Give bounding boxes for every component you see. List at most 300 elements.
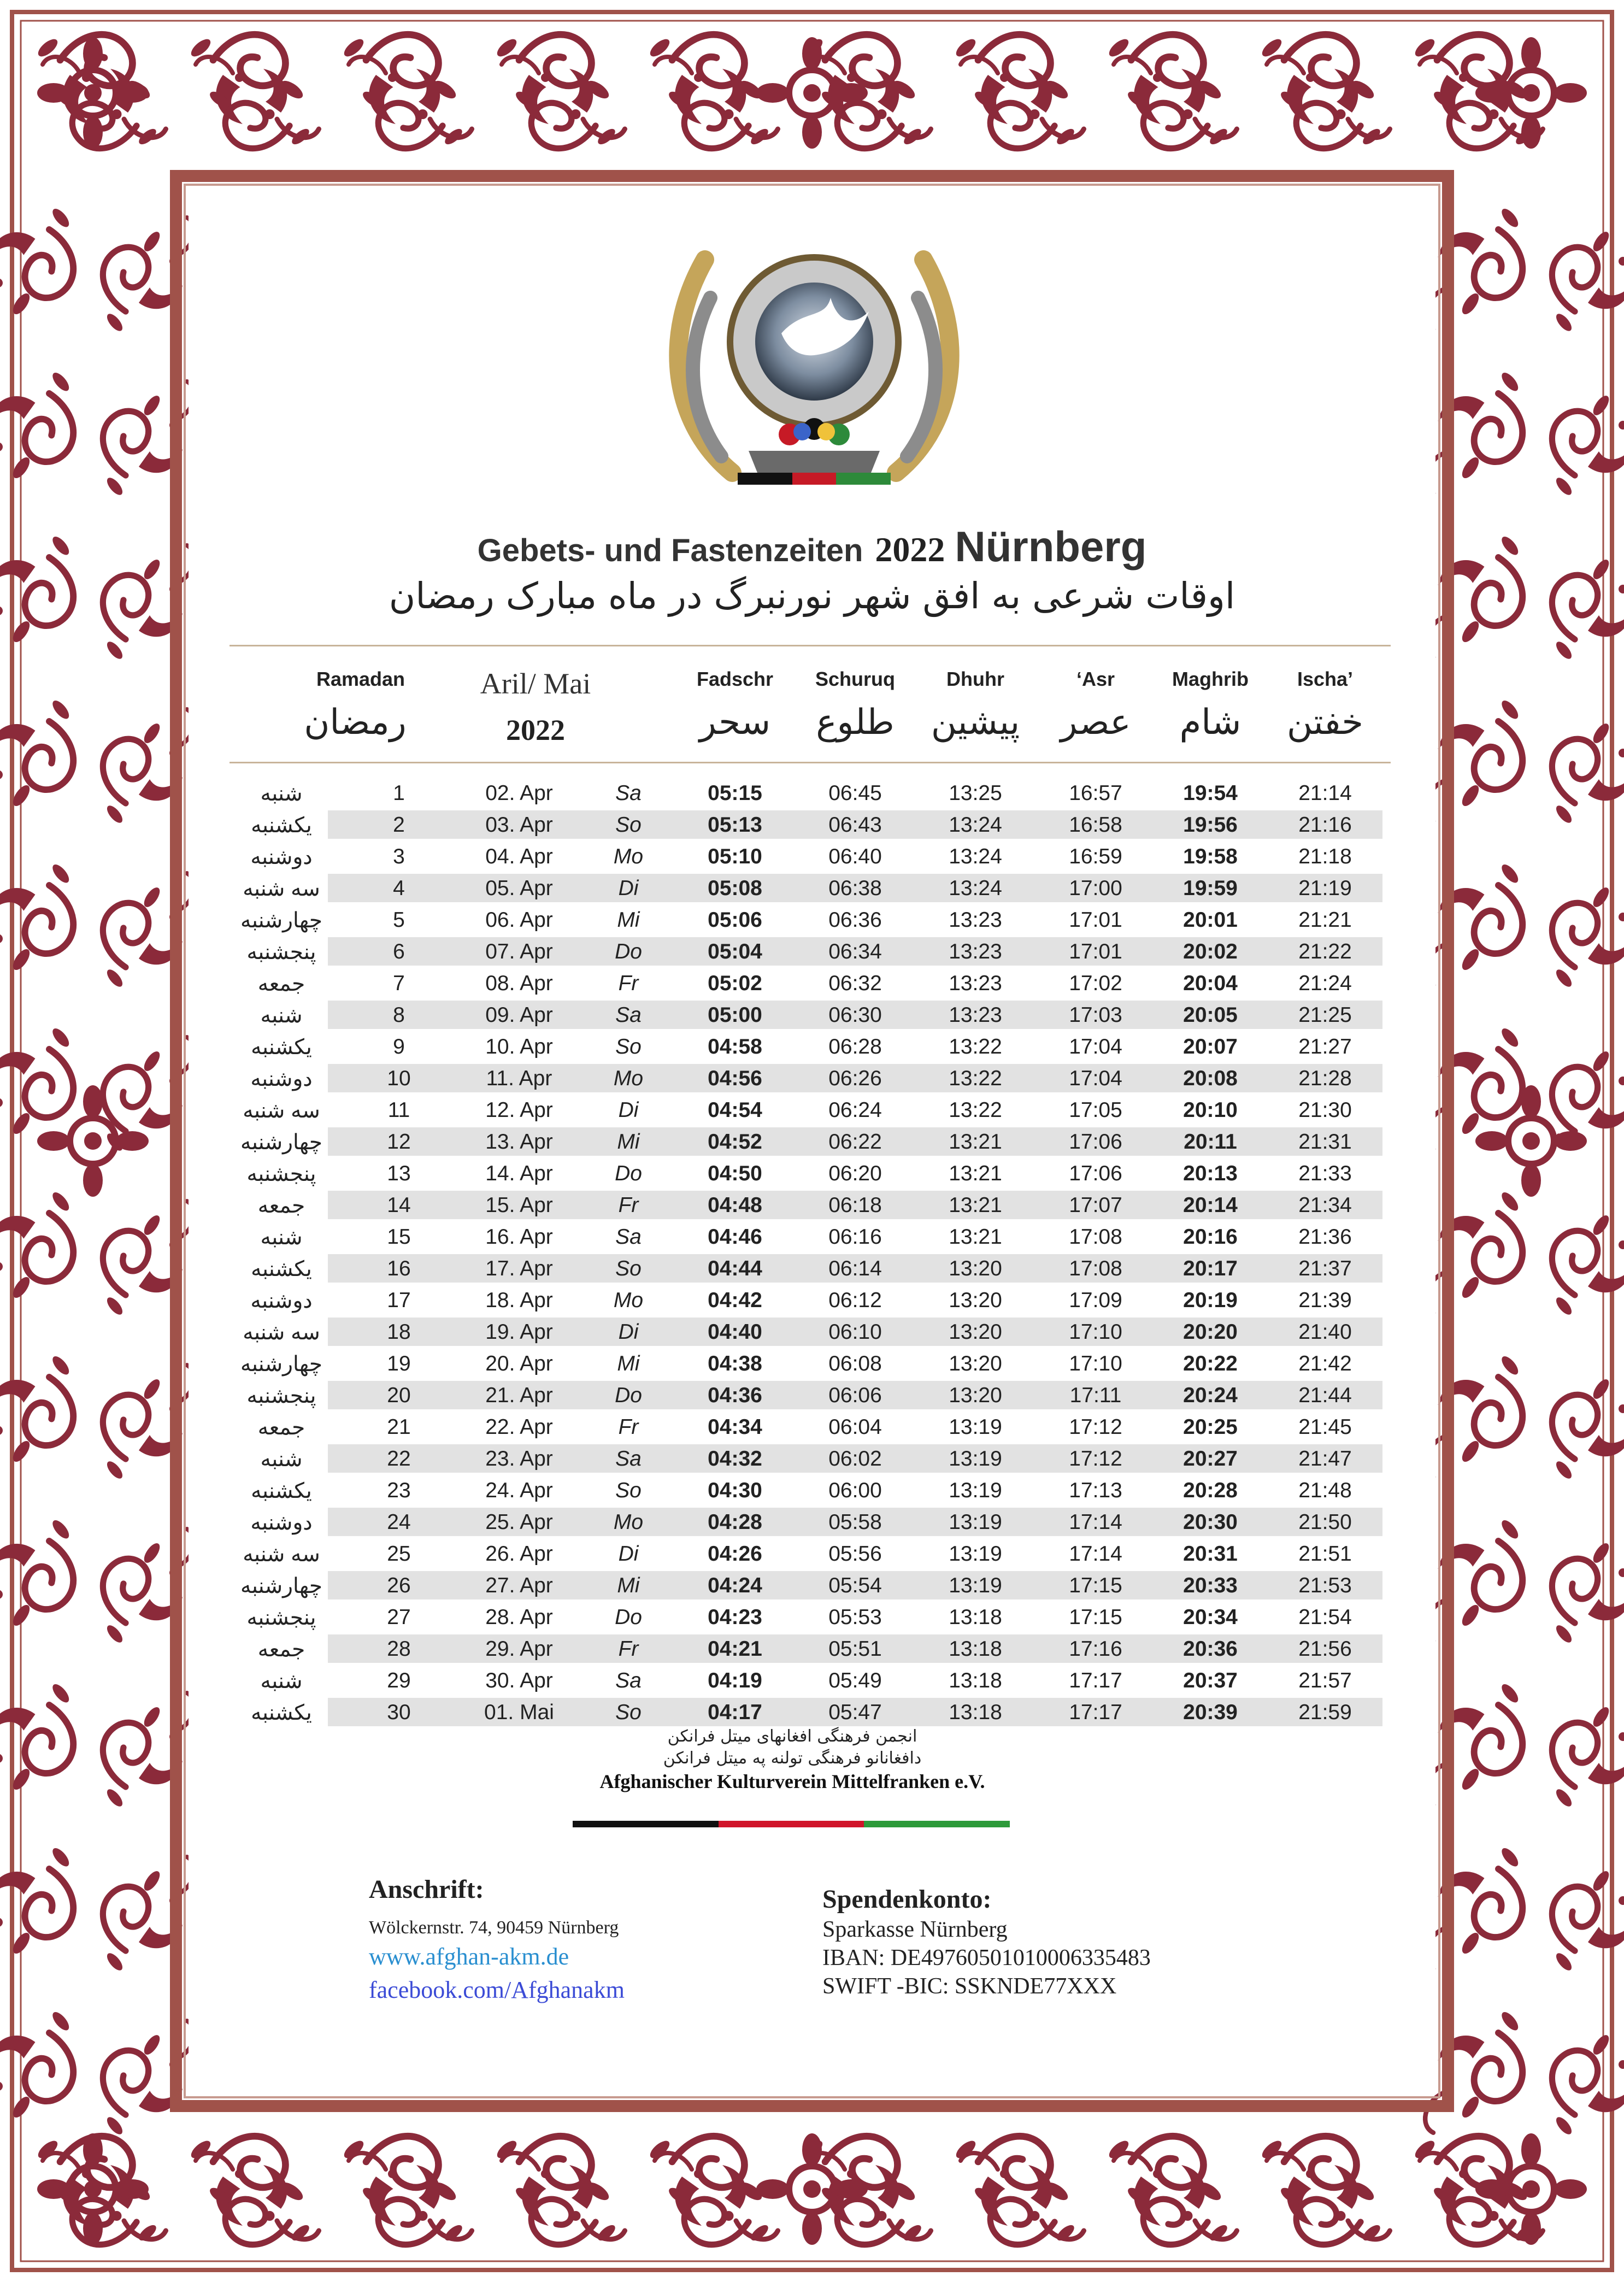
row-weekday-persian: دوشنبه xyxy=(250,845,313,869)
row-sunrise-time: 06:32 xyxy=(828,972,882,995)
row-weekday: So xyxy=(615,813,642,837)
table-row xyxy=(235,1157,1382,1189)
row-weekday-persian: پنجشنبه xyxy=(246,940,316,964)
row-sunrise-time: 06:22 xyxy=(828,1130,882,1154)
row-date: 19. Apr xyxy=(485,1320,553,1344)
table-row xyxy=(235,1665,1382,1696)
row-asr-time: 17:15 xyxy=(1069,1605,1122,1629)
facebook-link[interactable]: facebook.com/Afghanakm xyxy=(369,1977,625,2003)
row-maghrib-time: 19:59 xyxy=(1183,877,1238,900)
row-date: 05. Apr xyxy=(485,877,553,900)
row-date: 28. Apr xyxy=(485,1605,553,1629)
table-row xyxy=(235,1538,1382,1569)
bank-block xyxy=(822,1884,1151,1999)
table-row xyxy=(235,1506,1382,1538)
row-weekday: Fr xyxy=(618,1193,639,1217)
row-sunrise-time: 05:53 xyxy=(828,1605,882,1629)
row-weekday-persian: دوشنبه xyxy=(250,1511,313,1534)
row-isha-time: 21:24 xyxy=(1298,972,1352,995)
row-fajr-time: 04:54 xyxy=(708,1098,762,1122)
row-date: 29. Apr xyxy=(485,1637,553,1661)
row-isha-time: 21:54 xyxy=(1298,1605,1352,1629)
row-fajr-time: 04:38 xyxy=(708,1352,762,1375)
row-asr-time: 17:17 xyxy=(1069,1669,1122,1692)
row-dhuhr-time: 13:20 xyxy=(949,1384,1002,1407)
row-maghrib-time: 20:07 xyxy=(1183,1035,1238,1058)
row-weekday-persian: سه شنبه xyxy=(243,1099,320,1122)
row-ramadan-day: 4 xyxy=(393,877,405,900)
row-fajr-time: 05:10 xyxy=(708,845,762,868)
row-weekday: Fr xyxy=(618,1637,639,1661)
table-row xyxy=(235,872,1382,904)
rosette-ornament xyxy=(756,2133,868,2245)
row-ramadan-day: 17 xyxy=(387,1289,411,1312)
row-date: 27. Apr xyxy=(485,1574,553,1597)
row-weekday-persian: شنبه xyxy=(260,782,303,805)
table-row xyxy=(235,1379,1382,1411)
title-year: 2022 xyxy=(875,530,945,569)
row-date: 12. Apr xyxy=(485,1098,553,1122)
row-dhuhr-time: 13:21 xyxy=(949,1193,1002,1217)
row-sunrise-time: 06:45 xyxy=(828,781,882,805)
table-row xyxy=(235,1094,1382,1126)
table-row xyxy=(235,904,1382,936)
row-sunrise-time: 06:26 xyxy=(828,1067,882,1090)
row-maghrib-time: 20:02 xyxy=(1183,940,1238,963)
row-weekday-persian: چهارشنبه xyxy=(240,1352,322,1376)
row-sunrise-time: 06:18 xyxy=(828,1193,882,1217)
row-maghrib-time: 20:30 xyxy=(1183,1510,1238,1534)
row-weekday-persian: دوشنبه xyxy=(250,1067,313,1091)
org-name-dari: انجمن فرهنگی افغانهای میتل فرانکن xyxy=(667,1727,917,1746)
row-weekday: Mi xyxy=(617,908,640,932)
table-row xyxy=(235,1696,1382,1728)
flag-black xyxy=(573,1821,719,1827)
row-dhuhr-time: 13:19 xyxy=(949,1415,1002,1439)
row-fajr-time: 04:50 xyxy=(708,1162,762,1185)
row-fajr-time: 04:21 xyxy=(708,1637,762,1661)
row-fajr-time: 05:04 xyxy=(708,940,762,963)
table-row xyxy=(235,1031,1382,1062)
row-fajr-time: 05:06 xyxy=(708,908,762,932)
row-fajr-time: 04:34 xyxy=(708,1415,762,1439)
row-asr-time: 17:10 xyxy=(1069,1352,1122,1375)
row-isha-time: 21:25 xyxy=(1298,1003,1352,1027)
row-weekday-persian: شنبه xyxy=(260,1448,303,1471)
row-asr-time: 17:06 xyxy=(1069,1130,1122,1154)
row-ramadan-day: 30 xyxy=(387,1701,411,1724)
row-fajr-time: 04:44 xyxy=(708,1257,762,1280)
header-rule-top xyxy=(230,645,1391,646)
row-maghrib-time: 20:34 xyxy=(1183,1605,1238,1629)
row-weekday-persian: پنجشنبه xyxy=(246,1384,316,1408)
row-maghrib-time: 20:11 xyxy=(1184,1130,1237,1154)
row-isha-time: 21:22 xyxy=(1298,940,1352,963)
row-weekday-persian: پنجشنبه xyxy=(246,1162,316,1186)
row-dhuhr-time: 13:24 xyxy=(949,845,1002,868)
row-fajr-time: 04:36 xyxy=(708,1384,762,1407)
table-row xyxy=(235,1633,1382,1665)
row-asr-time: 17:13 xyxy=(1069,1479,1122,1502)
row-maghrib-time: 20:24 xyxy=(1183,1384,1238,1407)
header-isha-label: Ischa’ xyxy=(1297,668,1354,690)
row-asr-time: 16:57 xyxy=(1069,781,1122,805)
row-isha-time: 21:31 xyxy=(1298,1130,1352,1154)
row-weekday-persian: یکشنبه xyxy=(251,1701,312,1725)
row-sunrise-time: 05:49 xyxy=(828,1669,882,1692)
row-isha-time: 21:48 xyxy=(1298,1479,1352,1502)
row-sunrise-time: 06:38 xyxy=(828,877,882,900)
row-isha-time: 21:50 xyxy=(1298,1510,1352,1534)
row-date: 23. Apr xyxy=(485,1447,553,1471)
bank-bic: SWIFT -BIC: SSKNDE77XXX xyxy=(822,1974,1117,1999)
row-dhuhr-time: 13:18 xyxy=(949,1637,1002,1661)
row-asr-time: 16:58 xyxy=(1069,813,1122,837)
row-weekday: Mi xyxy=(617,1574,640,1597)
row-maghrib-time: 20:28 xyxy=(1183,1479,1238,1502)
row-isha-time: 21:28 xyxy=(1298,1067,1352,1090)
row-asr-time: 17:17 xyxy=(1069,1701,1122,1724)
row-weekday: Fr xyxy=(618,972,639,995)
row-sunrise-time: 06:08 xyxy=(828,1352,882,1375)
table-row xyxy=(235,1474,1382,1506)
row-asr-time: 17:01 xyxy=(1069,940,1122,963)
table-row xyxy=(235,1443,1382,1474)
row-weekday-persian: شنبه xyxy=(260,1004,303,1027)
row-dhuhr-time: 13:18 xyxy=(949,1669,1002,1692)
table-row xyxy=(235,809,1382,840)
row-isha-time: 21:45 xyxy=(1298,1415,1352,1439)
flourish-ornament xyxy=(189,34,319,138)
row-weekday-persian: سه شنبه xyxy=(243,1543,320,1566)
row-fajr-time: 05:02 xyxy=(708,972,762,995)
row-fajr-time: 04:42 xyxy=(708,1289,762,1312)
row-maghrib-time: 19:58 xyxy=(1183,845,1238,868)
row-dhuhr-time: 13:20 xyxy=(949,1320,1002,1344)
row-weekday: Do xyxy=(615,940,642,963)
address-street: Wölckernstr. 74, 90459 Nürnberg xyxy=(369,1918,619,1938)
row-fajr-time: 04:58 xyxy=(708,1035,762,1058)
row-weekday: Mo xyxy=(613,1067,644,1090)
header-sunrise-persian: طلوع xyxy=(816,702,895,743)
row-date: 03. Apr xyxy=(485,813,553,837)
row-weekday: Mo xyxy=(613,1289,644,1312)
row-dhuhr-time: 13:18 xyxy=(949,1605,1002,1629)
row-sunrise-time: 05:56 xyxy=(828,1542,882,1566)
row-dhuhr-time: 13:24 xyxy=(949,813,1002,837)
row-isha-time: 21:40 xyxy=(1298,1320,1352,1344)
row-maghrib-time: 20:19 xyxy=(1183,1289,1238,1312)
row-dhuhr-time: 13:19 xyxy=(949,1510,1002,1534)
row-weekday: So xyxy=(615,1257,642,1280)
row-ramadan-day: 22 xyxy=(387,1447,411,1471)
row-asr-time: 17:04 xyxy=(1069,1035,1122,1058)
header-ramadan-persian: رمضان xyxy=(304,702,407,743)
table-row xyxy=(235,840,1382,872)
row-fajr-time: 04:40 xyxy=(708,1320,762,1344)
row-asr-time: 17:01 xyxy=(1069,908,1122,932)
row-asr-time: 17:07 xyxy=(1069,1193,1122,1217)
row-isha-time: 21:44 xyxy=(1298,1384,1352,1407)
row-asr-time: 17:00 xyxy=(1069,877,1122,900)
row-maghrib-time: 20:01 xyxy=(1183,908,1238,932)
row-asr-time: 17:12 xyxy=(1069,1415,1122,1439)
row-weekday: Sa xyxy=(615,1225,642,1249)
table-row xyxy=(235,1411,1382,1443)
row-sunrise-time: 05:58 xyxy=(828,1510,882,1534)
row-fajr-time: 05:00 xyxy=(708,1003,762,1027)
table-row xyxy=(235,1189,1382,1221)
row-asr-time: 17:06 xyxy=(1069,1162,1122,1185)
org-name-german: Afghanischer Kulturverein Mittelfranken e.V. xyxy=(599,1771,985,1792)
row-dhuhr-time: 13:21 xyxy=(949,1162,1002,1185)
row-ramadan-day: 18 xyxy=(387,1320,411,1344)
header-asr-label: ‘Asr xyxy=(1076,668,1115,690)
table-row xyxy=(235,1221,1382,1252)
row-dhuhr-time: 13:24 xyxy=(949,877,1002,900)
flag-stripe xyxy=(573,1821,1010,1827)
row-dhuhr-time: 13:18 xyxy=(949,1701,1002,1724)
row-maghrib-time: 20:27 xyxy=(1183,1447,1238,1471)
row-sunrise-time: 06:00 xyxy=(828,1479,882,1502)
row-weekday: Fr xyxy=(618,1415,639,1439)
row-date: 01. Mai xyxy=(484,1701,554,1724)
flourish-ornament xyxy=(342,34,472,138)
row-ramadan-day: 26 xyxy=(387,1574,411,1597)
row-date: 10. Apr xyxy=(485,1035,553,1058)
row-date: 08. Apr xyxy=(485,972,553,995)
row-date: 15. Apr xyxy=(485,1193,553,1217)
row-sunrise-time: 05:51 xyxy=(828,1637,882,1661)
header-rule-bottom xyxy=(230,762,1391,763)
row-isha-time: 21:47 xyxy=(1298,1447,1352,1471)
row-asr-time: 17:14 xyxy=(1069,1542,1122,1566)
row-ramadan-day: 9 xyxy=(393,1035,405,1058)
row-ramadan-day: 25 xyxy=(387,1542,411,1566)
table-row xyxy=(235,1284,1382,1316)
row-weekday-persian: چهارشنبه xyxy=(240,909,322,932)
row-dhuhr-time: 13:23 xyxy=(949,908,1002,932)
table-row xyxy=(235,1316,1382,1348)
header-dhuhr-persian: پیشین xyxy=(931,702,1020,743)
row-ramadan-day: 15 xyxy=(387,1225,411,1249)
row-ramadan-day: 12 xyxy=(387,1130,411,1154)
prayer-times-table xyxy=(235,777,1382,1728)
row-asr-time: 17:08 xyxy=(1069,1225,1122,1249)
flourish-ornament xyxy=(1107,34,1237,138)
row-weekday-persian: دوشنبه xyxy=(250,1289,313,1313)
row-date: 17. Apr xyxy=(485,1257,553,1280)
row-fajr-time: 04:17 xyxy=(708,1701,762,1724)
header-fajr-label: Fadschr xyxy=(696,668,774,690)
row-asr-time: 17:15 xyxy=(1069,1574,1122,1597)
table-row xyxy=(235,999,1382,1031)
row-maghrib-time: 20:22 xyxy=(1183,1352,1238,1375)
row-maghrib-time: 20:36 xyxy=(1183,1637,1238,1661)
title-persian: اوقات شرعی به افق شهر نورنبرگ در ماه مبارک رمضان xyxy=(389,575,1235,617)
row-sunrise-time: 06:30 xyxy=(828,1003,882,1027)
row-isha-time: 21:16 xyxy=(1298,813,1352,837)
row-weekday: Mi xyxy=(617,1352,640,1375)
row-isha-time: 21:42 xyxy=(1298,1352,1352,1375)
row-dhuhr-time: 13:22 xyxy=(949,1098,1002,1122)
page-title xyxy=(0,522,1624,577)
row-isha-time: 21:33 xyxy=(1298,1162,1352,1185)
row-sunrise-time: 06:24 xyxy=(828,1098,882,1122)
row-maghrib-time: 19:54 xyxy=(1183,781,1238,805)
row-weekday: Mo xyxy=(613,1510,644,1534)
row-sunrise-time: 06:14 xyxy=(828,1257,882,1280)
row-fajr-time: 04:26 xyxy=(708,1542,762,1566)
row-ramadan-day: 2 xyxy=(393,813,405,837)
row-ramadan-day: 8 xyxy=(393,1003,405,1027)
row-date: 21. Apr xyxy=(485,1384,553,1407)
row-maghrib-time: 20:10 xyxy=(1183,1098,1238,1122)
row-dhuhr-time: 13:19 xyxy=(949,1479,1002,1502)
rosette-ornament xyxy=(1475,37,1587,149)
address-block xyxy=(369,1874,625,2004)
flourish-ornament xyxy=(1260,34,1390,138)
row-dhuhr-time: 13:20 xyxy=(949,1257,1002,1280)
row-weekday-persian: یکشنبه xyxy=(251,1257,312,1281)
table-row xyxy=(235,1062,1382,1094)
row-asr-time: 17:04 xyxy=(1069,1067,1122,1090)
row-weekday: So xyxy=(615,1701,642,1724)
row-maghrib-time: 20:16 xyxy=(1183,1225,1238,1249)
row-dhuhr-time: 13:22 xyxy=(949,1035,1002,1058)
row-dhuhr-time: 13:23 xyxy=(949,1003,1002,1027)
row-isha-time: 21:56 xyxy=(1298,1637,1352,1661)
row-dhuhr-time: 13:21 xyxy=(949,1130,1002,1154)
row-isha-time: 21:51 xyxy=(1298,1542,1352,1566)
row-dhuhr-time: 13:22 xyxy=(949,1067,1002,1090)
row-fajr-time: 04:30 xyxy=(708,1479,762,1502)
header-month: Aril/ Mai xyxy=(480,667,591,700)
row-isha-time: 21:30 xyxy=(1298,1098,1352,1122)
row-sunrise-time: 06:16 xyxy=(828,1225,882,1249)
row-isha-time: 21:57 xyxy=(1298,1669,1352,1692)
table-row xyxy=(235,1601,1382,1633)
row-isha-time: 21:59 xyxy=(1298,1701,1352,1724)
website-link[interactable]: www.afghan-akm.de xyxy=(369,1943,569,1970)
row-sunrise-time: 06:10 xyxy=(828,1320,882,1344)
row-date: 18. Apr xyxy=(485,1289,553,1312)
row-maghrib-time: 20:05 xyxy=(1183,1003,1238,1027)
flag-red xyxy=(719,1821,864,1827)
row-maghrib-time: 20:08 xyxy=(1183,1067,1238,1090)
row-dhuhr-time: 13:23 xyxy=(949,972,1002,995)
table-row xyxy=(235,967,1382,999)
row-sunrise-time: 06:20 xyxy=(828,1162,882,1185)
table-row xyxy=(235,777,1382,809)
row-isha-time: 21:18 xyxy=(1298,845,1352,868)
row-sunrise-time: 06:28 xyxy=(828,1035,882,1058)
title-city: Nürnberg xyxy=(955,522,1147,570)
row-weekday: So xyxy=(615,1035,642,1058)
row-dhuhr-time: 13:20 xyxy=(949,1289,1002,1312)
row-fajr-time: 04:28 xyxy=(708,1510,762,1534)
row-asr-time: 17:05 xyxy=(1069,1098,1122,1122)
row-fajr-time: 05:08 xyxy=(708,877,762,900)
row-asr-time: 17:03 xyxy=(1069,1003,1122,1027)
row-date: 24. Apr xyxy=(485,1479,553,1502)
row-weekday-persian: جمعه xyxy=(257,1194,305,1218)
header-year: 2022 xyxy=(506,714,565,746)
row-isha-time: 21:21 xyxy=(1298,908,1352,932)
row-weekday-persian: جمعه xyxy=(257,1416,305,1439)
header-ramadan-label: Ramadan xyxy=(316,668,405,690)
row-date: 02. Apr xyxy=(485,781,553,805)
row-dhuhr-time: 13:19 xyxy=(949,1574,1002,1597)
flourish-ornament xyxy=(648,34,778,138)
row-asr-time: 17:09 xyxy=(1069,1289,1122,1312)
title-german: Gebets- und Fastenzeiten xyxy=(477,533,863,568)
row-weekday: Sa xyxy=(615,1447,642,1471)
row-asr-time: 17:08 xyxy=(1069,1257,1122,1280)
row-asr-time: 17:14 xyxy=(1069,1510,1122,1534)
row-ramadan-day: 7 xyxy=(393,972,405,995)
row-fajr-time: 04:32 xyxy=(708,1447,762,1471)
row-weekday-persian: یکشنبه xyxy=(251,1479,312,1503)
row-fajr-time: 04:46 xyxy=(708,1225,762,1249)
header-fajr-persian: سحر xyxy=(699,702,771,743)
row-sunrise-time: 06:34 xyxy=(828,940,882,963)
row-weekday-persian: چهارشنبه xyxy=(240,1574,322,1598)
row-maghrib-time: 20:25 xyxy=(1183,1415,1238,1439)
row-sunrise-time: 05:47 xyxy=(828,1701,882,1724)
association-logo xyxy=(639,216,989,522)
row-fajr-time: 04:19 xyxy=(708,1669,762,1692)
row-isha-time: 21:14 xyxy=(1298,781,1352,805)
row-weekday: So xyxy=(615,1479,642,1502)
row-dhuhr-time: 13:19 xyxy=(949,1542,1002,1566)
row-weekday: Do xyxy=(615,1384,642,1407)
row-fajr-time: 04:48 xyxy=(708,1193,762,1217)
row-date: 06. Apr xyxy=(485,908,553,932)
row-maghrib-time: 20:31 xyxy=(1183,1542,1238,1566)
row-isha-time: 21:27 xyxy=(1298,1035,1352,1058)
row-fajr-time: 05:13 xyxy=(708,813,762,837)
row-ramadan-day: 14 xyxy=(387,1193,411,1217)
table-row xyxy=(235,1126,1382,1157)
row-weekday-persian: جمعه xyxy=(257,1638,305,1661)
row-sunrise-time: 06:36 xyxy=(828,908,882,932)
row-fajr-time: 04:52 xyxy=(708,1130,762,1154)
row-weekday: Di xyxy=(618,1098,639,1122)
row-sunrise-time: 06:06 xyxy=(828,1384,882,1407)
row-isha-time: 21:37 xyxy=(1298,1257,1352,1280)
row-ramadan-day: 1 xyxy=(393,781,405,805)
table-row xyxy=(235,936,1382,967)
row-ramadan-day: 23 xyxy=(387,1479,411,1502)
row-date: 07. Apr xyxy=(485,940,553,963)
row-dhuhr-time: 13:25 xyxy=(949,781,1002,805)
row-weekday: Di xyxy=(618,877,639,900)
org-name-pashto: دافغانانو فرهنگی تولنه په میتل فرانکن xyxy=(663,1749,922,1768)
row-ramadan-day: 20 xyxy=(387,1384,411,1407)
row-weekday-persian: شنبه xyxy=(260,1669,303,1693)
row-maghrib-time: 20:20 xyxy=(1183,1320,1238,1344)
row-date: 04. Apr xyxy=(485,845,553,868)
row-sunrise-time: 06:40 xyxy=(828,845,882,868)
row-sunrise-time: 06:04 xyxy=(828,1415,882,1439)
row-weekday-persian: چهارشنبه xyxy=(240,1131,322,1154)
row-weekday: Mo xyxy=(613,845,644,868)
row-date: 22. Apr xyxy=(485,1415,553,1439)
row-maghrib-time: 19:56 xyxy=(1183,813,1238,837)
row-isha-time: 21:36 xyxy=(1298,1225,1352,1249)
row-weekday: Sa xyxy=(615,781,642,805)
